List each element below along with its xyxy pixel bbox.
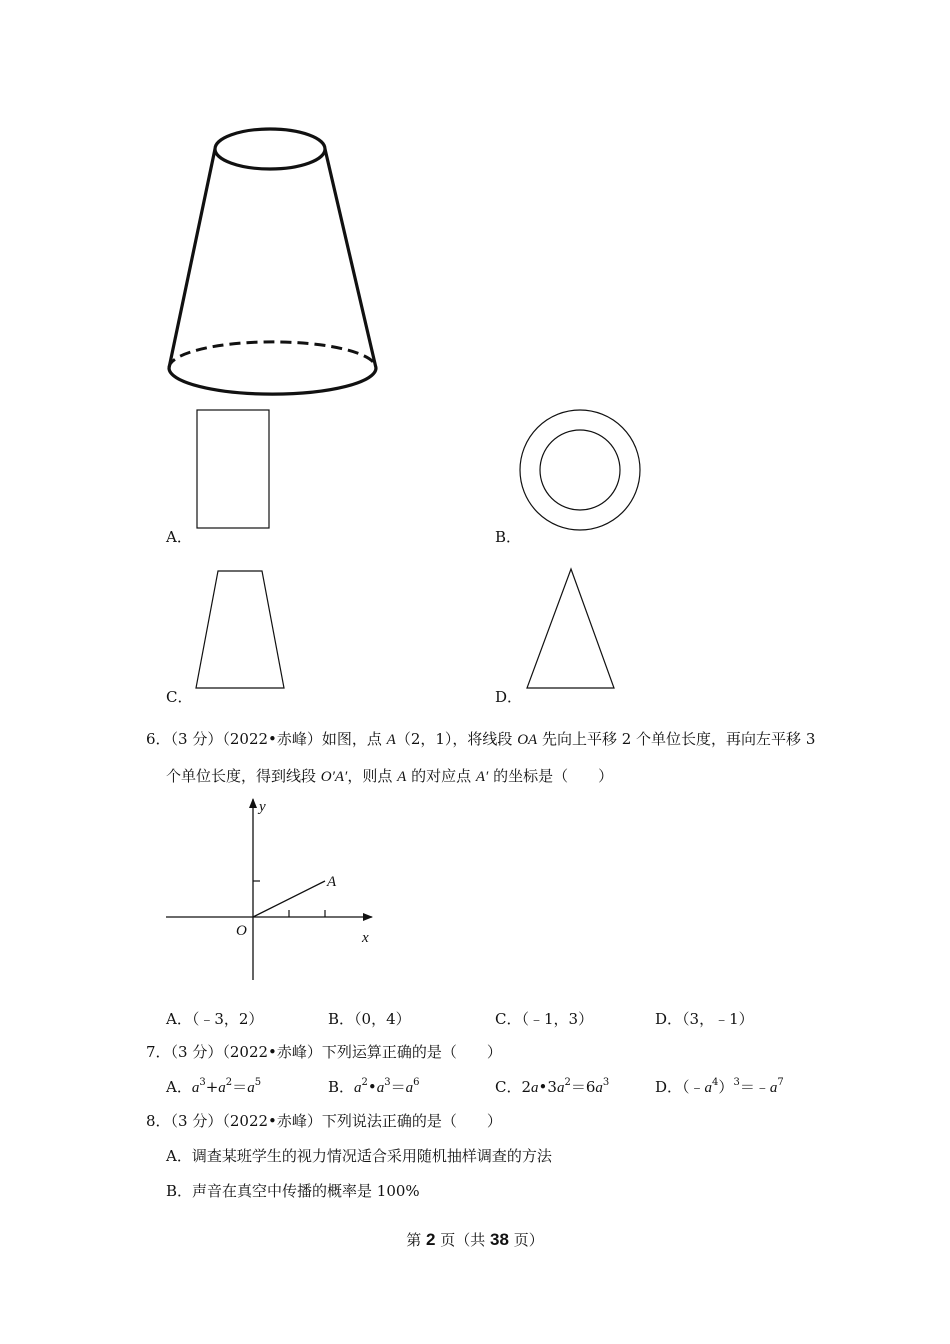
- q8-text: 下列说法正确的是（ ）: [321, 1112, 502, 1130]
- q6-option-d-letter: D．: [655, 1010, 683, 1028]
- footer-prefix: 第: [406, 1231, 427, 1249]
- q8-score: （3 分）: [170, 1112, 223, 1130]
- var-a: a: [354, 1080, 362, 1096]
- q6-coordinate-figure: [160, 795, 390, 985]
- coefficient: 6: [585, 1078, 596, 1096]
- frustum-top-ellipse: [215, 129, 325, 169]
- q6-score: （3 分）: [170, 730, 223, 748]
- exponent: 4: [712, 1077, 719, 1088]
- q6-point-a-2: A: [397, 769, 407, 785]
- q6-point-a: A: [386, 732, 396, 748]
- q6-text-5: 的对应点: [406, 767, 476, 785]
- operator: •: [538, 1078, 548, 1096]
- q6-stem-line2: [166, 766, 613, 787]
- operator: ＝﹣: [739, 1078, 770, 1096]
- option-d-triangle: [524, 566, 618, 691]
- q6-option-d-text: （3，﹣1）: [682, 1010, 754, 1028]
- q6-text-3: 个单位长度，得到线段: [166, 767, 321, 785]
- q6-point-a-prime: A′: [475, 769, 489, 785]
- q6-option-b: [328, 1009, 411, 1029]
- q6-number: 6．: [146, 730, 171, 748]
- option-c-trapezoid: [193, 569, 289, 691]
- q7-option-c-letter: C．: [495, 1078, 522, 1096]
- option-b-concentric-circles: [518, 408, 642, 532]
- q6-stem-line1: [146, 729, 815, 750]
- exponent: 2: [361, 1077, 368, 1088]
- page-footer: [0, 1229, 950, 1250]
- y-axis-label: y: [259, 799, 266, 815]
- point-a-label: A: [327, 874, 337, 890]
- q8-option-b-letter: B．: [166, 1182, 193, 1200]
- option-a-rectangle: [196, 409, 272, 531]
- q8-stem: [146, 1111, 502, 1131]
- q7-option-c: [495, 1077, 609, 1098]
- operator: ＝: [570, 1078, 586, 1096]
- frustum-right-side: [325, 149, 376, 368]
- q6-source: （2022•赤峰）: [222, 730, 322, 748]
- exponent: 3: [384, 1077, 391, 1088]
- q6-text-6: 的坐标是（ ）: [488, 767, 614, 785]
- q7-number: 7．: [146, 1043, 171, 1061]
- q7-option-a-letter: A．: [166, 1078, 192, 1096]
- exponent: 2: [225, 1077, 233, 1088]
- q7-option-a: [166, 1077, 261, 1098]
- exponent: 2: [564, 1077, 571, 1088]
- q7-option-b-letter: B．: [328, 1078, 355, 1096]
- q6-segment-prime: O′A′: [320, 769, 348, 785]
- footer-suffix: 页）: [508, 1231, 544, 1249]
- exponent: 3: [602, 1077, 610, 1088]
- q6-option-c: [495, 1009, 593, 1029]
- coefficient: 3: [547, 1078, 557, 1096]
- q6-option-c-letter: C．: [495, 1010, 522, 1028]
- coefficient: 2: [521, 1078, 532, 1096]
- q7-option-d-letter: D．: [655, 1078, 683, 1096]
- x-axis-label: x: [362, 930, 369, 946]
- var-a: a: [218, 1080, 226, 1096]
- q6-option-c-text: （﹣1，3）: [521, 1010, 594, 1028]
- q6-option-b-letter: B．: [328, 1010, 355, 1028]
- operator: ＝: [390, 1078, 406, 1096]
- q7-source: （2022•赤峰）: [222, 1043, 322, 1061]
- q8-option-a-text: 调查某班学生的视力情况适合采用随机抽样调查的方法: [191, 1147, 552, 1165]
- q7-option-b: [328, 1077, 420, 1098]
- q7-score: （3 分）: [170, 1043, 223, 1061]
- q6-option-b-text: （0，4）: [354, 1010, 411, 1028]
- var-a: a: [191, 1080, 200, 1096]
- var-a: a: [769, 1080, 778, 1096]
- q6-option-a-text: （﹣3，2）: [191, 1010, 264, 1028]
- q5-option-b-label: B．: [495, 528, 522, 546]
- footer-total-pages: 38: [490, 1230, 509, 1249]
- q8-option-b-text: 声音在真空中传播的概率是 100%: [192, 1182, 420, 1200]
- q5-option-c-label: C．: [166, 688, 193, 706]
- var-a: a: [704, 1080, 713, 1096]
- exponent: 7: [777, 1077, 784, 1088]
- var-a: a: [595, 1080, 603, 1096]
- q6-text: 如图，点: [321, 730, 387, 748]
- q6-option-a-letter: A．: [166, 1010, 192, 1028]
- frustum-left-side: [169, 149, 215, 368]
- q8-number: 8．: [146, 1112, 171, 1130]
- var-a: a: [531, 1080, 539, 1096]
- q6-segment-oa: OA: [517, 732, 538, 748]
- operator: •: [367, 1078, 377, 1096]
- q6-coord-a: （2，1），将线段: [395, 730, 518, 748]
- exponent: 3: [199, 1077, 206, 1088]
- q6-text-2: 先向上平移 2 个单位长度，再向左平移 3: [537, 730, 816, 748]
- var-a: a: [405, 1080, 414, 1096]
- var-a: a: [556, 1080, 565, 1096]
- frustum-figure: [160, 120, 390, 400]
- var-a: a: [376, 1080, 385, 1096]
- q8-option-b: [166, 1181, 420, 1201]
- q8-option-a-letter: A．: [166, 1147, 192, 1165]
- q7-stem: [146, 1042, 502, 1062]
- var-a: a: [247, 1080, 255, 1096]
- origin-label: O: [236, 923, 247, 939]
- footer-mid: 页（共: [435, 1231, 491, 1249]
- paren-open: （﹣: [682, 1078, 705, 1096]
- exponent: 6: [413, 1077, 420, 1088]
- footer-page-number: 2: [426, 1230, 436, 1249]
- q6-text-4: ，则点: [347, 767, 398, 785]
- q8-option-a: [166, 1146, 552, 1166]
- frustum-bottom-front-arc: [169, 368, 376, 394]
- operator: ＝: [232, 1078, 248, 1096]
- paren-close: ）: [718, 1078, 734, 1096]
- exponent: 5: [254, 1077, 262, 1088]
- q6-option-d: [655, 1009, 754, 1029]
- operator: +: [205, 1078, 219, 1096]
- q6-option-a: [166, 1009, 263, 1029]
- q7-text: 下列运算正确的是（ ）: [321, 1043, 502, 1061]
- exponent: 3: [733, 1077, 740, 1088]
- q5-option-a-label: A．: [166, 528, 192, 546]
- frustum-bottom-back-arc: [169, 342, 376, 368]
- q5-option-d-label: D．: [495, 688, 523, 706]
- q8-source: （2022•赤峰）: [222, 1112, 322, 1130]
- q7-option-d: [655, 1077, 784, 1098]
